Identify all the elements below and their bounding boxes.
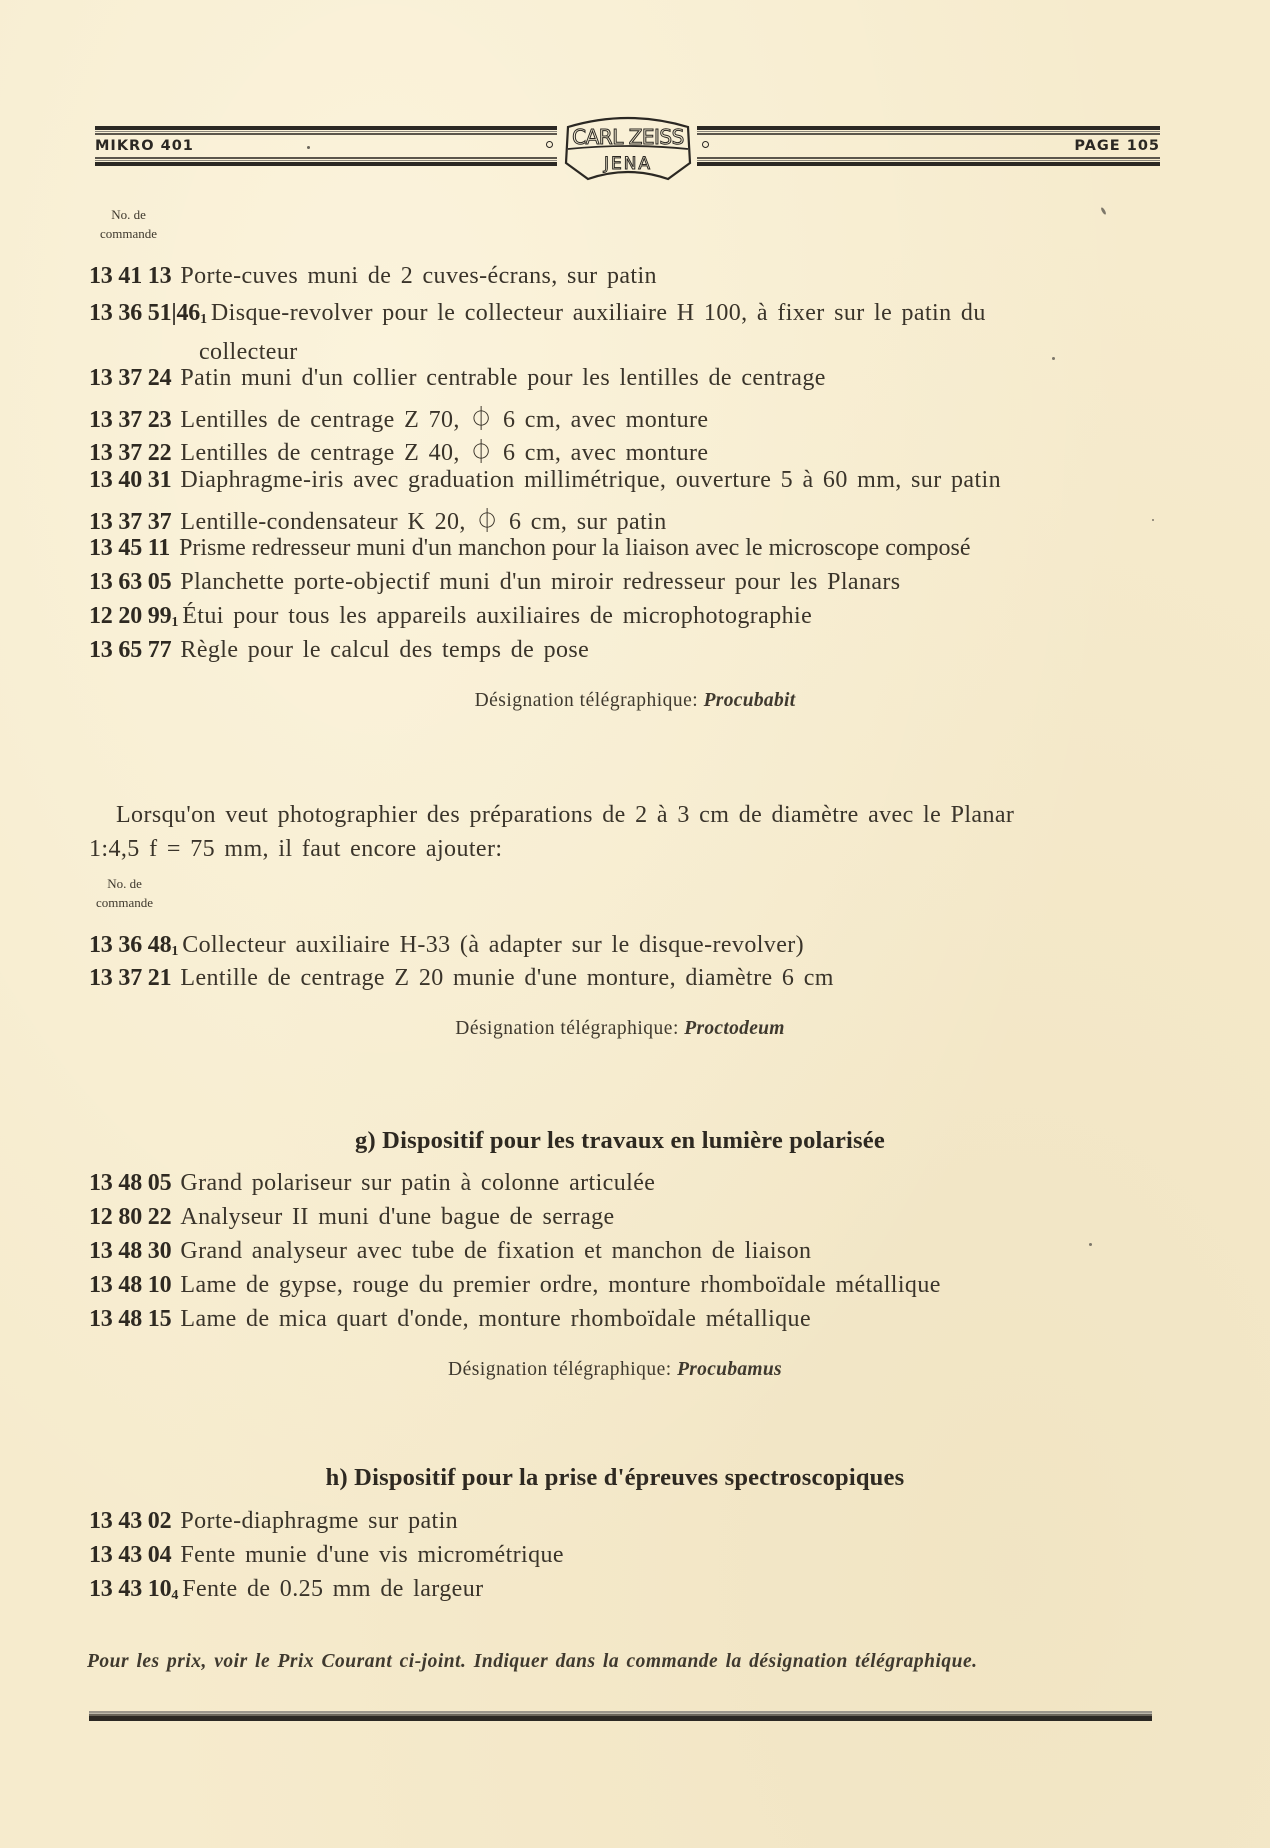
item-description: Lentilles de centrage Z 40, ⏀ 6 cm, avec monture bbox=[180, 440, 709, 466]
footer-rule bbox=[89, 1711, 1152, 1721]
section-heading-spectroscopic: h) Dispositif pour la prise d'épreuves spectroscopiques bbox=[325, 1464, 905, 1491]
list-item bbox=[89, 569, 901, 596]
order-number-column-label bbox=[100, 205, 157, 243]
item-description: Règle pour le calcul des temps de pose bbox=[180, 637, 590, 663]
order-number: 13 65 77 bbox=[89, 637, 172, 663]
list-item bbox=[89, 1238, 811, 1265]
order-number: 13 43 $10_4$ bbox=[89, 1576, 179, 1603]
list-item bbox=[89, 1204, 615, 1231]
header-rule-top bbox=[95, 126, 557, 135]
paper-speck bbox=[1152, 519, 1154, 521]
item-description: Analyseur II muni d'une bague de serrage bbox=[180, 1204, 615, 1230]
telegraphic-label: Désignation télégraphique: bbox=[474, 690, 699, 711]
list-item bbox=[89, 637, 589, 664]
order-number: 13 37 23 bbox=[89, 407, 172, 433]
item-description: Lame de gypse, rouge du premier ordre, monture rhomboïdale métallique bbox=[180, 1272, 941, 1298]
order-label-line1: No. de bbox=[107, 876, 142, 891]
order-number: 13 45 11 bbox=[89, 535, 171, 561]
order-number: 13 43 04 bbox=[89, 1542, 172, 1568]
list-item bbox=[89, 1170, 655, 1197]
logo-emblem-icon bbox=[560, 113, 696, 183]
item-description: Lentille-condensateur K 20, ⏀ 6 cm, sur patin bbox=[180, 509, 667, 535]
telegraphic-designation bbox=[0, 690, 1270, 712]
order-number: 13 48 30 bbox=[89, 1238, 172, 1264]
item-description: Collecteur auxiliaire H-33 (à adapter sur le disque-revolver) bbox=[182, 932, 805, 958]
list-item bbox=[89, 467, 1001, 494]
order-number: 12 20 $99_1$ bbox=[89, 603, 179, 630]
list-item bbox=[89, 501, 667, 536]
paper-speck bbox=[1089, 1243, 1092, 1246]
list-item bbox=[89, 535, 971, 562]
item-description: Diaphragme-iris avec graduation millimétrique, ouverture 5 à 60 mm, sur patin bbox=[180, 467, 1001, 493]
paragraph-line: Lorsqu'on veut photographier des préparations de 2 à 3 cm de diamètre avec le Planar bbox=[116, 802, 1015, 828]
item-description: Grand polariseur sur patin à colonne articulée bbox=[180, 1170, 656, 1196]
header-ornament-dot bbox=[546, 141, 553, 148]
header-rule-bottom bbox=[697, 157, 1160, 166]
header-ornament-dot bbox=[702, 141, 709, 148]
item-description: Lame de mica quart d'onde, monture rhomboïdale métallique bbox=[180, 1306, 811, 1332]
header-right-rule-block bbox=[697, 126, 1160, 166]
item-description: Prisme redresseur muni d'un manchon pour la liaison avec le microscope composé bbox=[179, 535, 971, 561]
order-number: 13 37 21 bbox=[89, 965, 172, 991]
list-item bbox=[89, 263, 657, 290]
item-description: Disque-revolver pour le collecteur auxiliaire H 100, à fixer sur le patin du bbox=[210, 300, 986, 326]
header-left-rule-block bbox=[95, 126, 557, 166]
logo-text-top: CARL ZEISS bbox=[572, 125, 684, 149]
order-label-line2: commande bbox=[96, 895, 154, 910]
list-item bbox=[89, 1508, 458, 1535]
planar-paragraph bbox=[89, 798, 1014, 866]
order-label-line2: commande bbox=[100, 226, 158, 241]
order-number: 12 80 22 bbox=[89, 1204, 172, 1230]
paragraph-line: 1:4,5 f = 75 mm, il faut encore ajouter: bbox=[89, 836, 503, 862]
order-number: 13 48 05 bbox=[89, 1170, 172, 1196]
price-footnote: Pour les prix, voir le Prix Courant ci-joint. Indiquer dans la commande la désignation télégraphique. bbox=[87, 1651, 978, 1672]
order-number: 13 36 $51|46_1$ bbox=[89, 300, 207, 327]
item-description: Patin muni d'un collier centrable pour les lentilles de centrage bbox=[180, 365, 826, 391]
order-label-line1: No. de bbox=[111, 207, 146, 222]
telegraphic-designation bbox=[0, 1359, 1250, 1381]
telegraphic-code: Procubabit bbox=[703, 690, 796, 711]
order-number-column-label bbox=[96, 874, 153, 912]
item-description: Étui pour tous les appareils auxiliaires de microphotographie bbox=[182, 603, 813, 629]
item-description: Lentilles de centrage Z 70, ⏀ 6 cm, avec monture bbox=[180, 407, 709, 433]
paper-speck bbox=[1100, 207, 1107, 215]
order-number: 13 37 22 bbox=[89, 440, 172, 466]
telegraphic-designation bbox=[0, 1018, 1255, 1040]
list-item bbox=[89, 1306, 811, 1333]
order-number: 13 63 05 bbox=[89, 569, 172, 595]
list-item bbox=[89, 432, 708, 467]
logo-text-bottom: JENA bbox=[603, 154, 653, 174]
header-rule-top bbox=[697, 126, 1160, 135]
order-number: 13 43 02 bbox=[89, 1508, 172, 1534]
item-description: Planchette porte-objectif muni d'un miroir redresseur pour les Planars bbox=[180, 569, 901, 595]
order-number: 13 41 13 bbox=[89, 263, 172, 289]
list-item bbox=[89, 932, 804, 960]
list-item bbox=[89, 1272, 941, 1299]
list-item bbox=[89, 297, 986, 368]
section-heading-polarized-light: g) Dispositif pour les travaux en lumière polarisée bbox=[355, 1127, 885, 1154]
paper-speck bbox=[1052, 357, 1055, 360]
list-item bbox=[89, 399, 708, 434]
item-description: Grand analyseur avec tube de fixation et manchon de liaison bbox=[180, 1238, 812, 1264]
list-item bbox=[89, 1576, 484, 1604]
item-description: Lentille de centrage Z 20 munie d'une monture, diamètre 6 cm bbox=[180, 965, 834, 991]
telegraphic-label: Désignation télégraphique: bbox=[455, 1018, 679, 1039]
order-number: 13 37 37 bbox=[89, 509, 172, 535]
header-rule-bottom bbox=[95, 157, 557, 166]
telegraphic-code: Proctodeum bbox=[684, 1018, 785, 1039]
item-description-continuation: collecteur bbox=[199, 339, 298, 365]
page-number: PAGE 105 bbox=[1074, 138, 1160, 154]
item-description: Fente de 0.25 mm de largeur bbox=[182, 1576, 484, 1602]
carl-zeiss-jena-logo bbox=[560, 113, 696, 183]
item-description: Porte-cuves muni de 2 cuves-écrans, sur patin bbox=[180, 263, 657, 289]
catalog-section-label: MIKRO 401 bbox=[95, 138, 194, 154]
order-number: 13 37 24 bbox=[89, 365, 172, 391]
list-item bbox=[89, 965, 834, 992]
order-number: 13 48 10 bbox=[89, 1272, 172, 1298]
list-item bbox=[89, 603, 812, 631]
order-number: 13 40 31 bbox=[89, 467, 172, 493]
list-item bbox=[89, 1542, 564, 1569]
list-item bbox=[89, 365, 826, 392]
order-number: 13 48 15 bbox=[89, 1306, 172, 1332]
telegraphic-code: Procubamus bbox=[677, 1359, 782, 1380]
print-speck bbox=[307, 146, 310, 149]
item-description: Fente munie d'une vis micrométrique bbox=[180, 1542, 564, 1568]
telegraphic-label: Désignation télégraphique: bbox=[448, 1359, 672, 1380]
order-number: 13 36 $48_1$ bbox=[89, 932, 179, 959]
item-description: Porte-diaphragme sur patin bbox=[180, 1508, 459, 1534]
